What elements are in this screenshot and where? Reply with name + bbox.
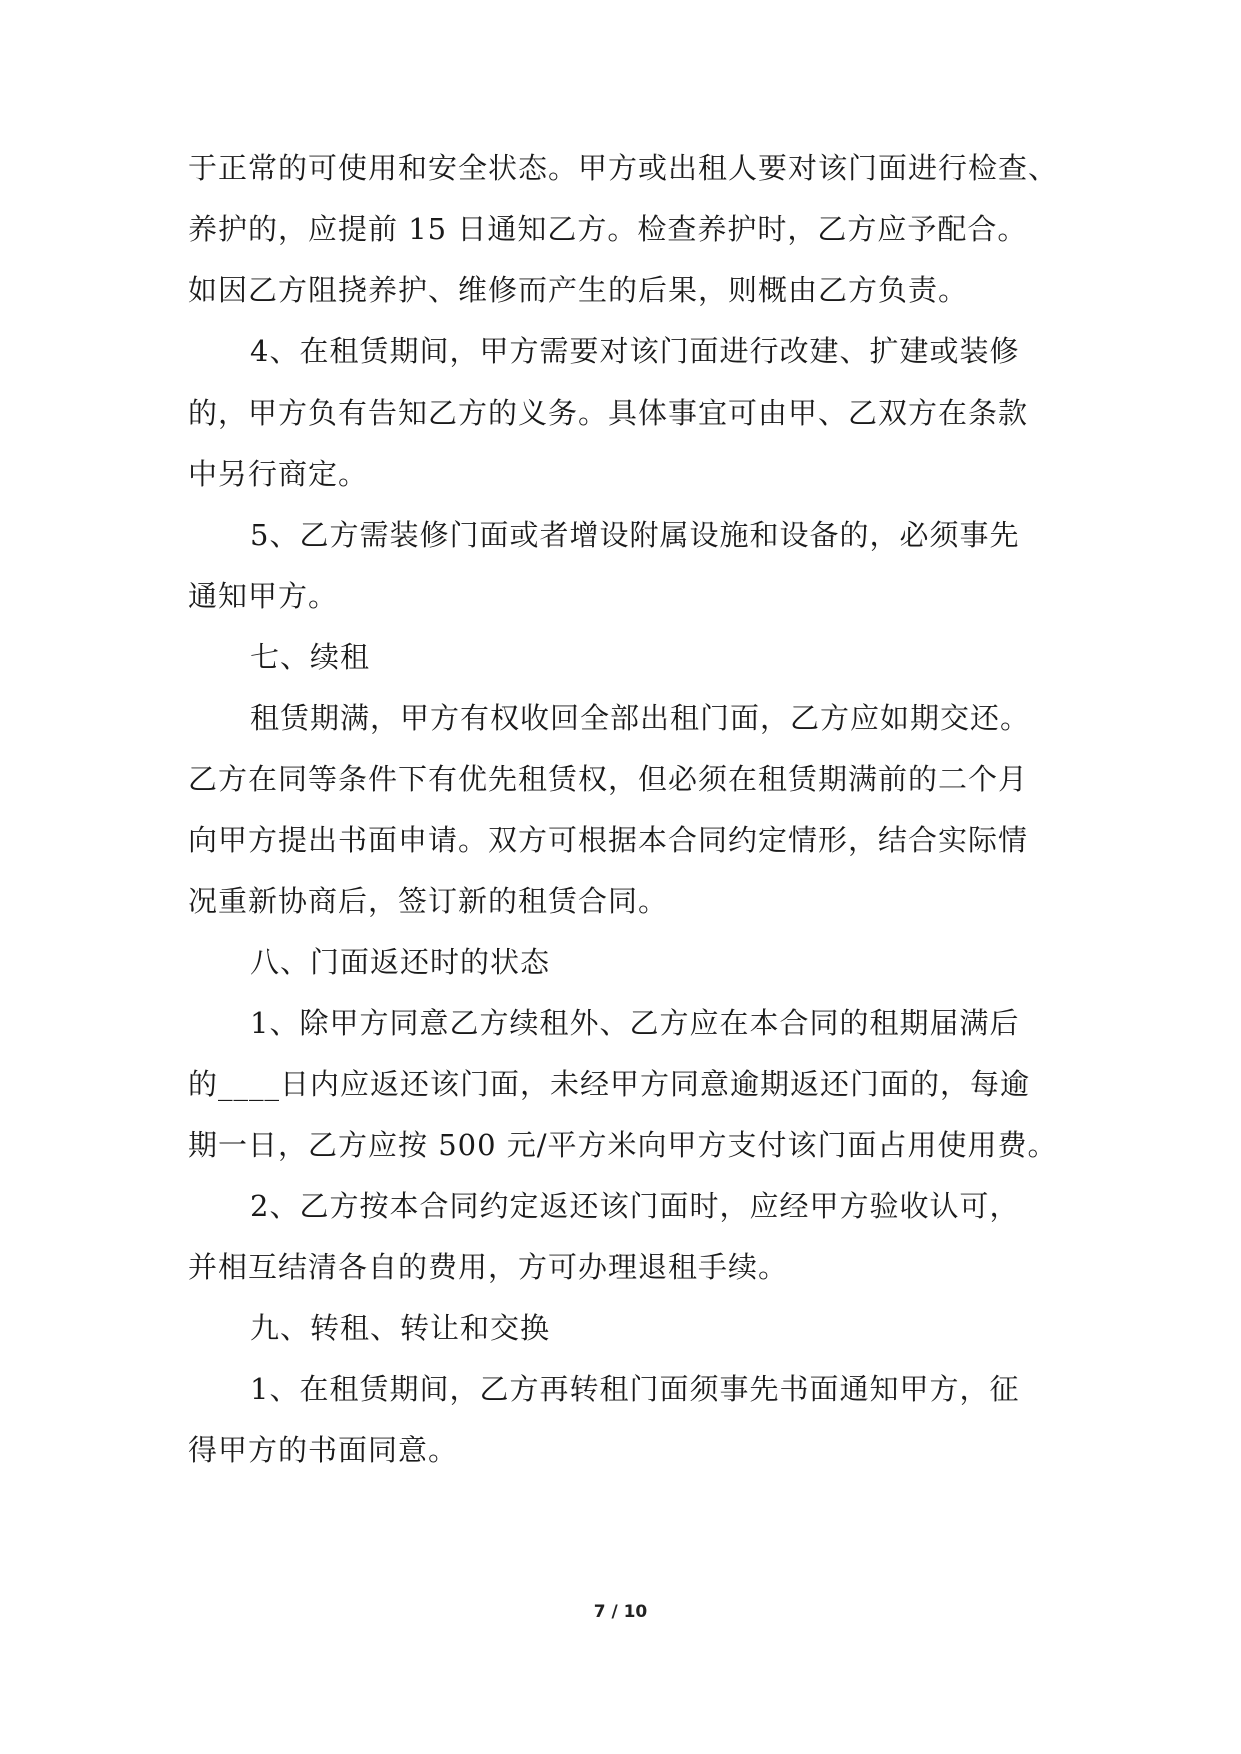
text-line: 中另行商定。 [188, 457, 369, 491]
text-line: 的，甲方负有告知乙方的义务。具体事宜可由甲、乙双方在条款 [188, 396, 1029, 430]
text-line: 1、在租赁期间，乙方再转租门面须事先书面通知甲方，征 [250, 1372, 1020, 1406]
section-heading: 七、续租 [250, 640, 371, 674]
text-line: 期一日，乙方应按 500 元/平方米向甲方支付该门面占用使用费。 [188, 1128, 1058, 1162]
text-line: 养护的，应提前 15 日通知乙方。检查养护时，乙方应予配合。 [188, 212, 1028, 246]
text-line: 5、乙方需装修门面或者增设附属设施和设备的，必须事先 [250, 518, 1020, 552]
text-line: 2、乙方按本合同约定返还该门面时，应经甲方验收认可， [250, 1189, 1020, 1223]
page-number: 7 / 10 [593, 1602, 648, 1622]
text-line: 通知甲方。 [188, 579, 339, 613]
text-line: 租赁期满，甲方有权收回全部出租门面，乙方应如期交还。 [250, 701, 1031, 735]
text-line: 得甲方的书面同意。 [188, 1433, 459, 1467]
text-line: 乙方在同等条件下有优先租赁权，但必须在租赁期满前的二个月 [188, 762, 1029, 796]
section-heading: 八、门面返还时的状态 [250, 945, 551, 979]
text-line: 并相互结清各自的费用，方可办理退租手续。 [188, 1250, 789, 1284]
section-heading: 九、转租、转让和交换 [250, 1311, 551, 1345]
text-line: 如因乙方阻挠养护、维修而产生的后果，则概由乙方负责。 [188, 273, 969, 307]
text-line: 况重新协商后，签订新的租赁合同。 [188, 884, 669, 918]
text-line: 的____日内应返还该门面，未经甲方同意逾期返还门面的，每逾 [188, 1067, 1031, 1101]
text-line: 4、在租赁期间，甲方需要对该门面进行改建、扩建或装修 [250, 334, 1020, 368]
text-line: 于正常的可使用和安全状态。甲方或出租人要对该门面进行检查、 [188, 151, 1059, 185]
text-line: 向甲方提出书面申请。双方可根据本合同约定情形，结合实际情 [188, 823, 1029, 857]
text-line: 1、除甲方同意乙方续租外、乙方应在本合同的租期届满后 [250, 1006, 1020, 1040]
